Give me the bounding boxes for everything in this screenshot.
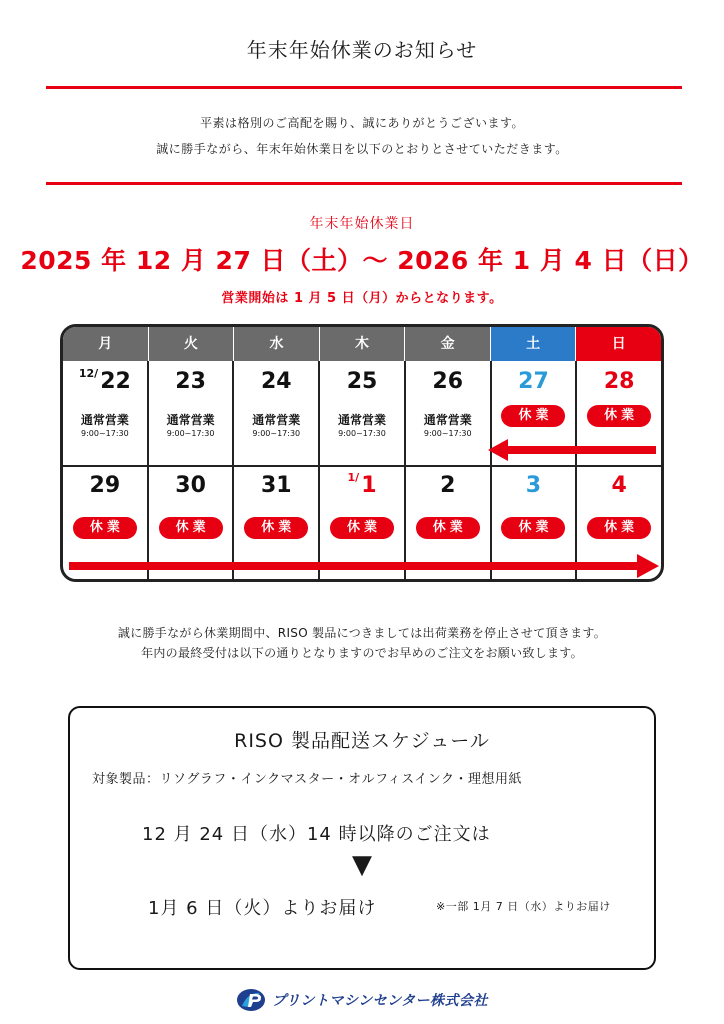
closed-badge: 休業: [501, 405, 565, 427]
day-number: $^{1/}$1: [347, 471, 377, 498]
open-status: 通常営業 9:00~17:30: [63, 411, 147, 438]
closed-badge: 休業: [587, 517, 651, 539]
arrow-left-icon: [488, 437, 660, 463]
day-number: 26: [432, 369, 464, 394]
day-number: 28: [603, 369, 635, 394]
company-name: プリントマシンセンター株式会社: [271, 993, 489, 1009]
greeting-line-2: 誠に勝手ながら、年末年始休業日を以下のとおりとさせていただきます。: [156, 142, 568, 156]
company-logo-icon: [236, 988, 266, 1012]
day-cell: [320, 361, 406, 465]
day-number: 4: [611, 473, 627, 498]
month-prefix: 12/: [78, 367, 99, 380]
schedule-cutoff: 12 月 24 日（水）14 時以降のご注文は: [142, 824, 491, 845]
schedule-note: ※一部 1月 7 日（水）よりお届け: [436, 900, 611, 913]
closed-badge: 休業: [501, 517, 565, 539]
day-cell: [234, 361, 320, 465]
holiday-calendar: [60, 324, 664, 582]
open-hours: 9:00~17:30: [423, 429, 472, 438]
closed-badge: 休業: [330, 517, 394, 539]
holiday-range: 2025 年 12 月 27 日（土）～ 2026 年 1 月 4 日（日）: [20, 246, 704, 275]
open-hours: 9:00~17:30: [166, 429, 215, 438]
weekday-sat: 土: [491, 327, 577, 361]
page-title: 年末年始休業のお知らせ: [246, 38, 478, 62]
company-logo: [0, 986, 724, 1014]
open-status: 通常営業 9:00~17:30: [149, 411, 233, 438]
down-triangle-icon: ▼: [352, 850, 372, 880]
day-number: 24: [260, 369, 292, 394]
day-cell: [63, 361, 149, 465]
weekday-mon: 月: [63, 327, 149, 361]
arrow-right-icon: [69, 553, 659, 579]
resume-notice: 営業開始は 1 月 5 日（月）からとなります。: [221, 291, 503, 306]
notice-line-1: 誠に勝手ながら休業期間中、RISO 製品につきましては出荷業務を停止させて頂きます。: [117, 626, 607, 640]
day-cell: [149, 361, 235, 465]
day-number: 25: [346, 369, 378, 394]
divider-middle: [46, 182, 682, 185]
day-number: 27: [518, 369, 549, 394]
day-number: 31: [260, 473, 292, 498]
day-number: 30: [175, 473, 206, 498]
schedule-target-products: 対象製品：リソグラフ・インクマスター・オルフィスインク・理想用紙: [92, 772, 523, 787]
divider-top: [46, 86, 682, 89]
weekday-thu: 木: [320, 327, 406, 361]
weekday-tue: 火: [149, 327, 235, 361]
month-prefix: 1/: [347, 471, 360, 484]
holiday-label: 年末年始休業日: [309, 216, 415, 232]
day-cell: [406, 361, 492, 465]
day-number: 29: [89, 473, 121, 498]
open-hours: 9:00~17:30: [252, 429, 301, 438]
closed-badge: 休業: [159, 517, 223, 539]
open-hours: 9:00~17:30: [80, 429, 129, 438]
closed-badge: 休業: [73, 517, 137, 539]
calendar-header: [63, 327, 661, 361]
weekday-sun: 日: [576, 327, 661, 361]
open-status: 通常営業 9:00~17:30: [234, 411, 318, 438]
closed-badge: 休業: [416, 517, 480, 539]
day-number: 2: [440, 473, 456, 498]
open-status: 通常営業 9:00~17:30: [406, 411, 490, 438]
greeting-line-1: 平素は格別のご高配を賜り、誠にありがとうございます。: [199, 116, 525, 130]
schedule-delivery: 1月 6 日（火）よりお届け: [148, 898, 377, 919]
open-hours: 9:00~17:30: [338, 429, 386, 438]
delivery-schedule-box: [68, 706, 656, 970]
day-number: $^{12/}$22: [78, 367, 131, 394]
day-number: 3: [525, 473, 542, 498]
open-status: 通常営業 9:00~17:30: [320, 411, 404, 438]
notice-line-2: 年内の最終受付は以下の通りとなりますのでお早めのご注文をお願い致します。: [141, 646, 583, 660]
weekday-fri: 金: [405, 327, 491, 361]
day-number: 23: [175, 369, 206, 394]
weekday-wed: 水: [234, 327, 320, 361]
closed-badge: 休業: [587, 405, 651, 427]
schedule-title: RISO 製品配送スケジュール: [234, 730, 490, 752]
closed-badge: 休業: [244, 517, 308, 539]
